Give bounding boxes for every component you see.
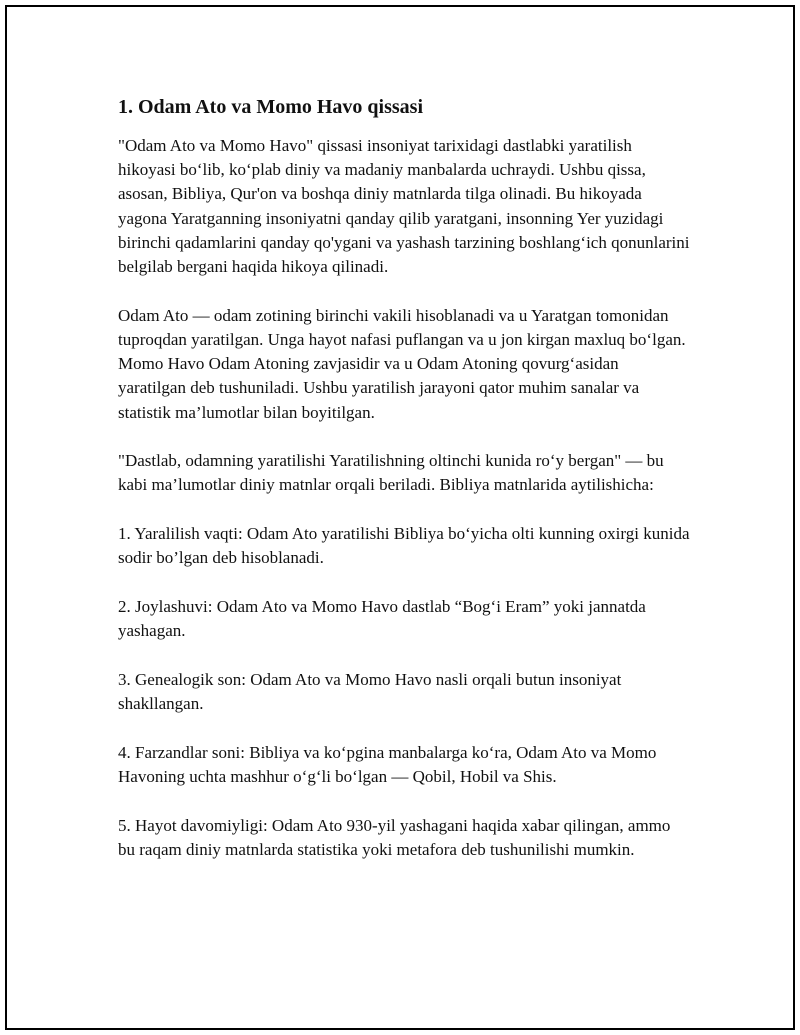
paragraph-intro: "Odam Ato va Momo Havo" qissasi insoniyat tarixidagi dastlabki yaratilish hikoyasi bo‘lib, ko‘plab diniy va madaniy manbalarda uchraydi. Ushbu qissa, asosan, Bibliya, Qur'on va boshqa diniy matnlarda tilga olinadi. Bu hikoyada yagona Yaratganning insoniyatni qanday qilib yaratgani, insonning Yer yuzidagi birinchi qadamlarini qanday qo'ygani va yashash tarzining boshlang‘ich qonunlarini belgilab bergani haqida hikoya qilinadi. xyxy=(118,136,690,277)
paragraph-odam-ato: Odam Ato — odam zotining birinchi vakili hisoblanadi va u Yaratgan tomonidan tuproqdan yaratilgan. Unga hayot nafasi puflangan va u jon kirgan maxluq bo‘lgan. Momo Havo Odam Atoning zavjasidir va u Odam Atoning qovurg‘asidan yaratilgan deb tushuniladi. Ushbu yaratilish jarayoni qator muhim sanalar va statistik ma’lumotlar bilan boyitilgan. xyxy=(118,305,686,422)
list-item-creation-time: 1. Yaralilish vaqti: Odam Ato yaratilishi Bibliya bo‘yicha olti kunning oxirgi kunida sodir bo’lgan deb hisoblanadi. xyxy=(118,524,690,568)
list-item-children: 4. Farzandlar soni: Bibliya va ko‘pgina manbalarga ko‘ra, Odam Ato va Momo Havoning uchta mashhur o‘g‘li bo‘lgan — Qobil, Hobil va Shis. xyxy=(118,742,657,787)
list-item-lifespan: 5. Hayot davomiyligi: Odam Ato 930-yil yashagani haqida xabar qilingan, ammo bu raqam diniy matnlarda statistika yoki metafora deb tushunilishi mumkin. xyxy=(118,815,671,859)
document-body xyxy=(110,94,690,887)
list-item-genealogy: 3. Genealogik son: Odam Ato va Momo Havo nasli orqali butun insoniyat shakllangan. xyxy=(118,669,622,714)
document-title: 1. Odam Ato va Momo Havo qissasi xyxy=(118,96,424,118)
list-item-location: 2. Joylashuvi: Odam Ato va Momo Havo dastlab “Bog‘i Eram” yoki jannatda yashagan. xyxy=(118,597,646,641)
paragraph-quote: "Dastlab, odamning yaratilishi Yaratilishning oltinchi kunida ro‘y bergan" — bu kabi ma’lumotlar diniy matnlar orqali beriladi. Bibliya matnlarida aytilishicha: xyxy=(118,451,664,495)
